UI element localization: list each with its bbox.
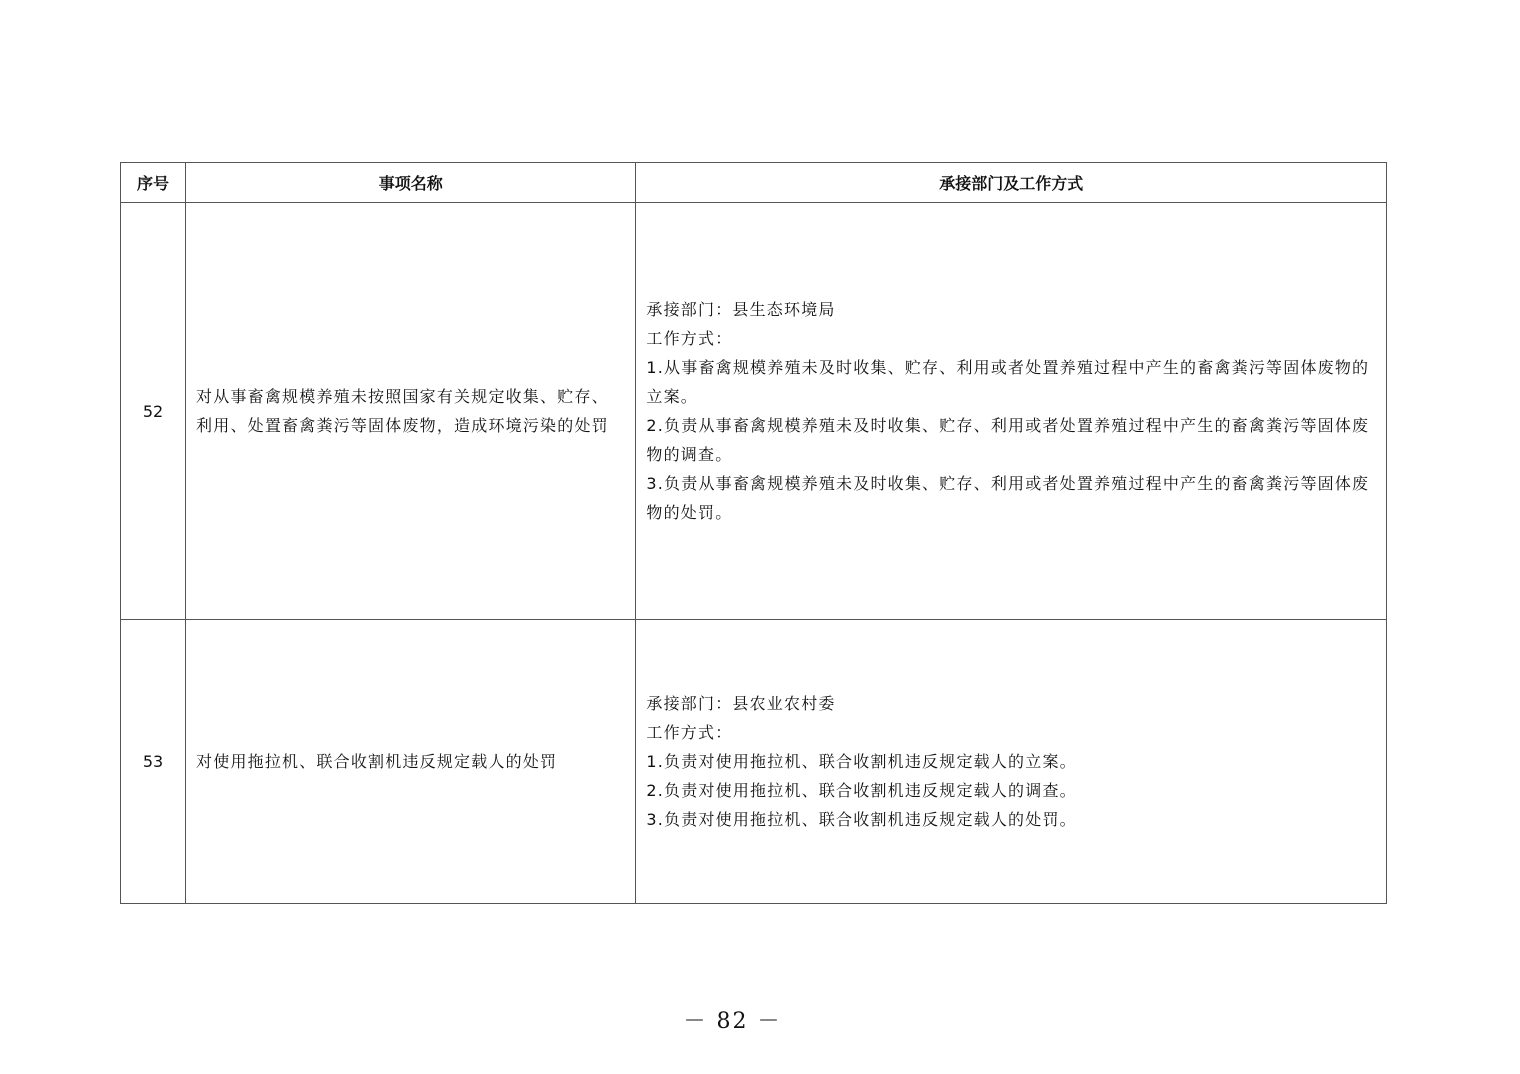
dept-line: 3.负责从事畜禽规模养殖未及时收集、贮存、利用或者处置养殖过程中产生的畜禽粪污等固体废物的处罚。 (646, 474, 1370, 522)
dept-line: 承接部门：县生态环境局 (646, 300, 836, 319)
dept-line: 1.负责对使用拖拉机、联合收割机违反规定载人的立案。 (646, 752, 1077, 771)
header-num: 序号 (121, 163, 186, 203)
dept-line: 2.负责对使用拖拉机、联合收割机违反规定载人的调查。 (646, 781, 1077, 800)
dept-line: 承接部门：县农业农村委 (646, 694, 836, 713)
matter-name: 对从事畜禽规模养殖未按照国家有关规定收集、贮存、利用、处置畜禽粪污等固体废物，造成环境污染的处罚 (186, 203, 636, 620)
page-number: － 82 － (683, 1009, 782, 1034)
dept-line: 1.从事畜禽规模养殖未及时收集、贮存、利用或者处置养殖过程中产生的畜禽粪污等固体废物的立案。 (646, 358, 1370, 406)
row-number: 53 (121, 620, 186, 904)
dept-line: 3.负责对使用拖拉机、联合收割机违反规定载人的处罚。 (646, 810, 1077, 829)
row-number: 52 (121, 203, 186, 620)
table-row (121, 620, 1387, 904)
header-dept: 承接部门及工作方式 (636, 163, 1387, 203)
dept-line: 工作方式： (646, 723, 733, 742)
matter-name: 对使用拖拉机、联合收割机违反规定载人的处罚 (186, 620, 636, 904)
dept-and-method (636, 203, 1387, 620)
table-row (121, 203, 1387, 620)
matters-table (120, 162, 1387, 904)
table-header-row (121, 163, 1387, 203)
dept-and-method (636, 620, 1387, 904)
dept-line: 工作方式： (646, 329, 733, 348)
header-name: 事项名称 (186, 163, 636, 203)
dept-line: 2.负责从事畜禽规模养殖未及时收集、贮存、利用或者处置养殖过程中产生的畜禽粪污等固体废物的调查。 (646, 416, 1370, 464)
